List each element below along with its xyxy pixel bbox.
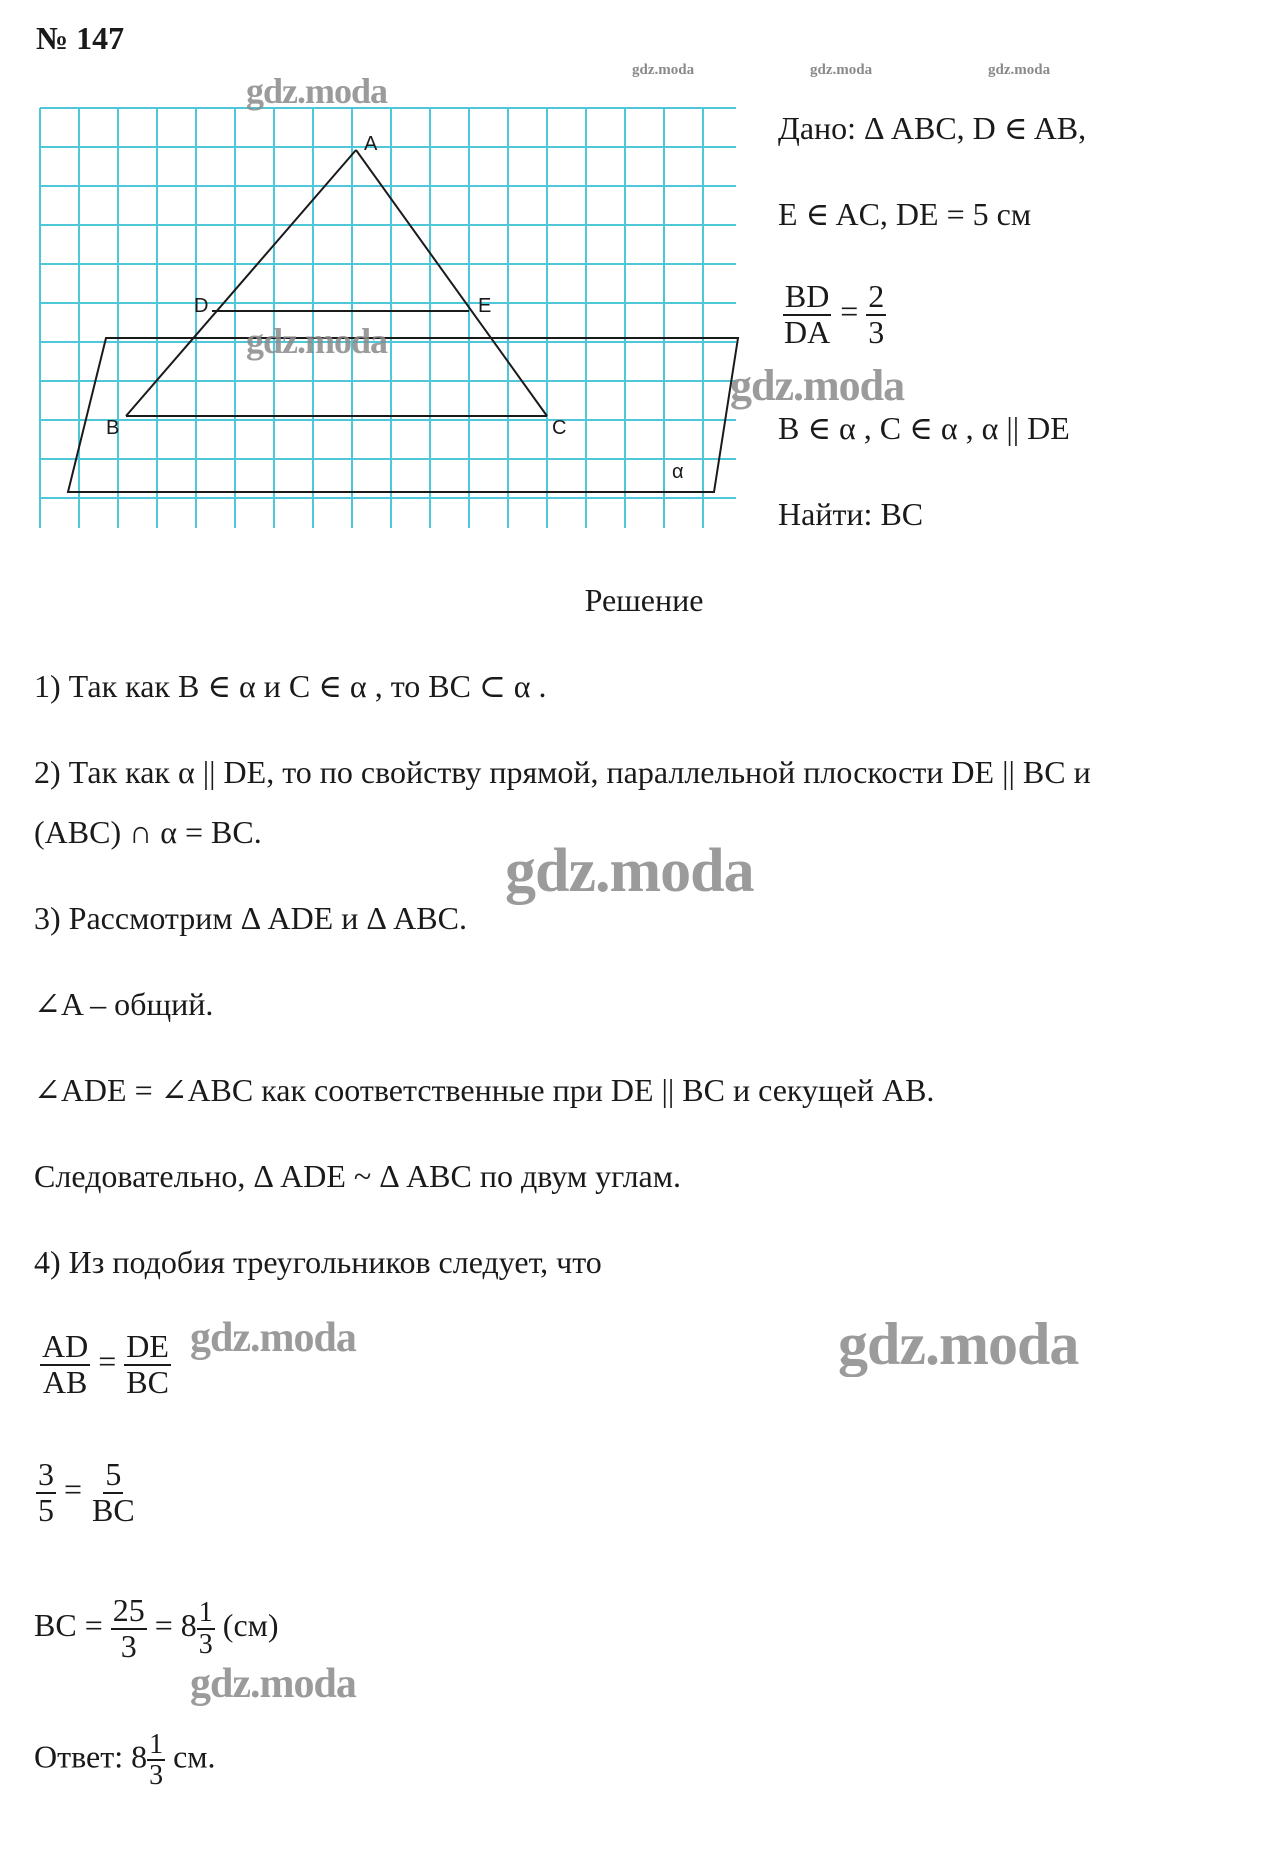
equation-1 bbox=[40, 1330, 171, 1399]
equation-3 bbox=[34, 1594, 279, 1663]
watermark-big-2: gdz.moda bbox=[246, 321, 388, 361]
eq2-d2: BC bbox=[92, 1491, 135, 1528]
eq3-mid: = 8 bbox=[154, 1606, 197, 1643]
solution-title: Решение bbox=[584, 582, 704, 618]
watermark-big-6: gdz.moda bbox=[838, 1311, 1079, 1377]
label-D: D bbox=[194, 295, 209, 317]
answer-numerator: 1 bbox=[149, 1729, 164, 1760]
given-line-4: B ∈ α , C ∈ α , α || DE bbox=[778, 410, 1070, 446]
label-C: C bbox=[552, 417, 567, 439]
ratio-numerator: BD bbox=[784, 278, 830, 314]
eq2-n2: 5 bbox=[105, 1456, 122, 1492]
problem-number: № 147 bbox=[36, 20, 125, 56]
label-alpha: α bbox=[672, 461, 684, 483]
eq3-lhs: BC = bbox=[34, 1606, 103, 1643]
watermark-big-5: gdz.moda bbox=[190, 1315, 356, 1361]
similarity-conclusion: Следовательно, Δ ADE ~ Δ ABC по двум углам. bbox=[34, 1158, 681, 1194]
eq3-unit: (см) bbox=[222, 1606, 279, 1643]
eq2-d1: 5 bbox=[38, 1491, 54, 1528]
grid bbox=[40, 108, 736, 528]
watermark-small-3: gdz.moda bbox=[988, 62, 1051, 78]
label-B: B bbox=[106, 417, 120, 439]
given-line-1: Дано: Δ ABC, D ∈ AB, bbox=[778, 110, 1087, 146]
eq1-d2: BC bbox=[126, 1363, 169, 1400]
eq3-d2: 3 bbox=[198, 1628, 213, 1660]
label-E: E bbox=[478, 295, 492, 317]
ratio-value-denominator: 3 bbox=[868, 313, 885, 350]
ratio-equals: = bbox=[840, 292, 859, 329]
eq2-n1: 3 bbox=[38, 1456, 54, 1492]
ratio-value-numerator: 2 bbox=[868, 278, 885, 314]
watermark-big-4: gdz.moda bbox=[505, 837, 754, 905]
step-3: 3) Рассмотрим Δ ADE и Δ ABC. bbox=[34, 900, 467, 936]
segment-AC bbox=[356, 150, 547, 416]
angle-ade-equality: ∠ADE = ∠ABC как соответственные при DE || BC и секущей AB. bbox=[34, 1072, 935, 1108]
eq1-equals: = bbox=[98, 1342, 117, 1379]
watermark-small-2: gdz.moda bbox=[810, 62, 873, 78]
eq3-d1: 3 bbox=[120, 1627, 137, 1664]
eq3-n2: 1 bbox=[198, 1597, 213, 1629]
eq1-d1: AB bbox=[42, 1363, 88, 1400]
step-1: 1) Так как B ∈ α и C ∈ α , то BC ⊂ α . bbox=[34, 668, 547, 704]
ratio-denominator: DA bbox=[784, 313, 831, 350]
watermark-big-1: gdz.moda bbox=[246, 71, 388, 111]
answer-unit: см. bbox=[173, 1738, 216, 1775]
given-line-2: E ∈ AC, DE = 5 см bbox=[778, 196, 1032, 232]
answer-denominator: 3 bbox=[149, 1760, 164, 1792]
equation-2 bbox=[36, 1458, 137, 1527]
step-4: 4) Из подобия треугольников следует, что bbox=[34, 1244, 602, 1280]
geometry-diagram bbox=[0, 0, 1288, 560]
angle-a-common: ∠A – общий. bbox=[34, 986, 214, 1022]
segment-AB bbox=[126, 150, 356, 416]
find-line: Найти: BC bbox=[778, 496, 924, 532]
eq2-equals: = bbox=[64, 1470, 83, 1507]
label-A: A bbox=[364, 133, 378, 155]
eq1-n1: AD bbox=[42, 1328, 89, 1364]
watermark-big-3: gdz.moda bbox=[730, 361, 905, 410]
answer-prefix: Ответ: 8 bbox=[34, 1738, 148, 1775]
step-2-line-1: 2) Так как α || DE, то по свойству прямой, параллельной плоскости DE || BC и bbox=[34, 754, 1091, 790]
answer bbox=[34, 1730, 216, 1791]
step-2-line-2: (ABC) ∩ α = BC. bbox=[34, 814, 262, 850]
eq1-n2: DE bbox=[126, 1328, 169, 1364]
watermark-big-7: gdz.moda bbox=[190, 1661, 356, 1707]
watermark-small-1: gdz.moda bbox=[632, 62, 695, 78]
eq3-n1: 25 bbox=[112, 1592, 145, 1628]
given-ratio bbox=[782, 280, 886, 349]
